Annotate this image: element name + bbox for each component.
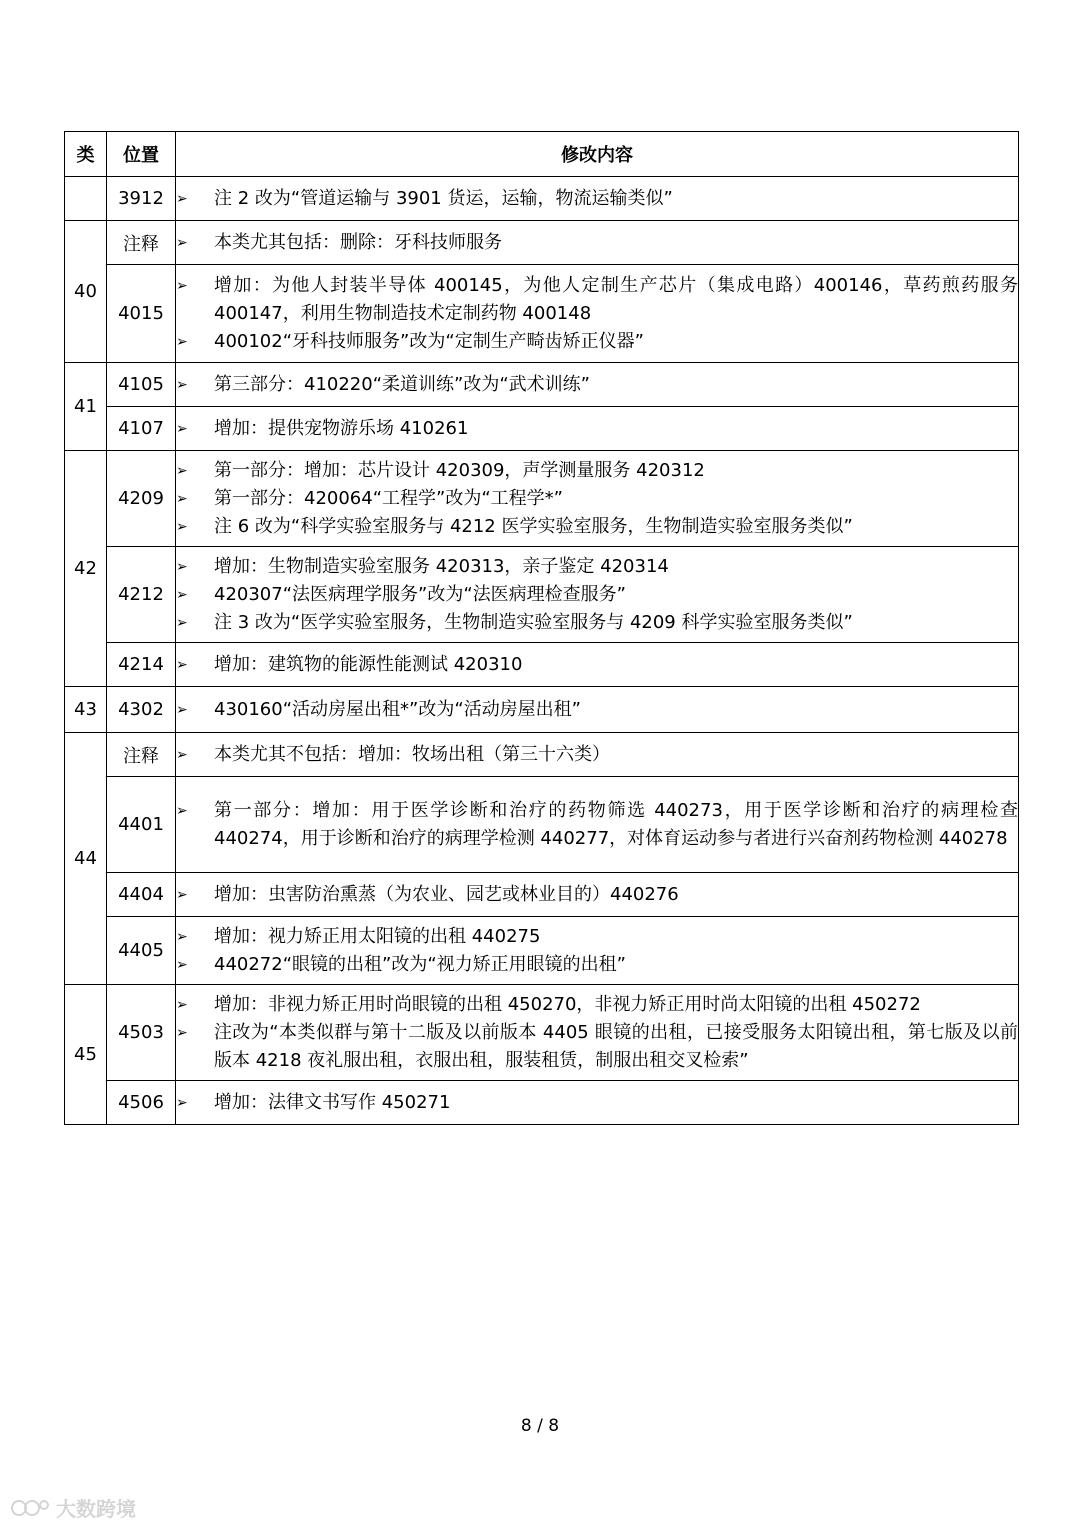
header-position: 位置 xyxy=(107,132,176,177)
position-cell: 4405 xyxy=(107,917,176,985)
content-cell xyxy=(176,917,1019,985)
table-row xyxy=(65,917,1019,985)
list-item xyxy=(176,581,1018,609)
bullet-arrow-icon: ➢ xyxy=(176,277,188,294)
position-cell: 4107 xyxy=(107,407,176,451)
item-text: 第一部分：420064“工程学”改为“工程学*” xyxy=(214,487,564,509)
bullet-arrow-icon: ➢ xyxy=(176,462,188,479)
list-item xyxy=(176,485,1018,513)
table-header-row xyxy=(65,132,1019,177)
content-cell xyxy=(176,1081,1019,1125)
list-item xyxy=(176,741,1018,769)
item-text: 增加：虫害防治熏蒸（为农业、园艺或林业目的）440276 xyxy=(214,883,679,905)
bullet-arrow-icon: ➢ xyxy=(176,1094,188,1111)
table-row xyxy=(65,221,1019,265)
table-row xyxy=(65,451,1019,547)
content-cell xyxy=(176,687,1019,733)
content-cell xyxy=(176,733,1019,777)
class-cell: 43 xyxy=(65,687,107,733)
class-cell: 41 xyxy=(65,363,107,451)
position-cell: 4506 xyxy=(107,1081,176,1125)
watermark xyxy=(10,1493,136,1522)
item-text: 注改为“本类似群与第十二版及以前版本 4405 眼镜的出租，已接受服务太阳镜出租，第七版及以前版本 4218 夜礼服出租，衣服出租，服装租赁，制服出租交叉检索” xyxy=(214,1021,1018,1071)
content-cell xyxy=(176,221,1019,265)
bullet-arrow-icon: ➢ xyxy=(176,802,188,819)
bullet-arrow-icon: ➢ xyxy=(176,333,188,350)
position-cell: 3912 xyxy=(107,177,176,221)
list-item xyxy=(176,328,1018,356)
class-cell xyxy=(65,177,107,221)
table-row xyxy=(65,687,1019,733)
content-cell xyxy=(176,265,1019,363)
list-item xyxy=(176,272,1018,328)
content-cell xyxy=(176,363,1019,407)
bullet-arrow-icon: ➢ xyxy=(176,586,188,603)
bullet-arrow-icon: ➢ xyxy=(176,376,188,393)
item-text: 增加：提供宠物游乐场 410261 xyxy=(214,417,469,439)
content-cell xyxy=(176,985,1019,1081)
item-text: 注 6 改为“科学实验室服务与 4212 医学实验室服务，生物制造实验室服务类似” xyxy=(214,515,853,537)
content-cell xyxy=(176,777,1019,873)
list-item xyxy=(176,951,1018,979)
class-cell: 42 xyxy=(65,451,107,687)
table-row xyxy=(65,177,1019,221)
item-text: 本类尤其包括：删除：牙科技师服务 xyxy=(214,231,502,253)
table-row xyxy=(65,873,1019,917)
revision-table xyxy=(64,131,1019,1125)
table-row xyxy=(65,777,1019,873)
list-item xyxy=(176,185,1018,213)
position-cell: 4212 xyxy=(107,547,176,643)
class-cell: 44 xyxy=(65,733,107,985)
bullet-arrow-icon: ➢ xyxy=(176,518,188,535)
item-text: 本类尤其不包括：增加：牧场出租（第三十六类） xyxy=(214,743,610,765)
bullet-arrow-icon: ➢ xyxy=(176,1024,188,1041)
position-cell: 4404 xyxy=(107,873,176,917)
list-item xyxy=(176,553,1018,581)
item-text: 第三部分：410220“柔道训练”改为“武术训练” xyxy=(214,373,591,395)
table-row xyxy=(65,643,1019,687)
list-item xyxy=(176,229,1018,257)
list-item xyxy=(176,881,1018,909)
content-cell xyxy=(176,407,1019,451)
item-text: 增加：生物制造实验室服务 420313，亲子鉴定 420314 xyxy=(214,555,669,577)
position-cell: 4401 xyxy=(107,777,176,873)
header-content: 修改内容 xyxy=(176,132,1019,177)
position-cell: 4105 xyxy=(107,363,176,407)
item-text: 注 3 改为“医学实验室服务，生物制造实验室服务与 4209 科学实验室服务类似” xyxy=(214,611,853,633)
item-text: 420307“法医病理学服务”改为“法医病理检查服务” xyxy=(214,583,627,605)
content-cell xyxy=(176,451,1019,547)
bullet-arrow-icon: ➢ xyxy=(176,490,188,507)
list-item xyxy=(176,513,1018,541)
list-item xyxy=(176,991,1018,1019)
item-text: 注 2 改为“管道运输与 3901 货运，运输，物流运输类似” xyxy=(214,187,673,209)
bullet-arrow-icon: ➢ xyxy=(176,558,188,575)
item-text: 400102“牙科技师服务”改为“定制生产畸齿矫正仪器” xyxy=(214,330,645,352)
table-row xyxy=(65,363,1019,407)
list-item xyxy=(176,1019,1018,1075)
list-item xyxy=(176,696,1018,724)
position-cell: 4214 xyxy=(107,643,176,687)
item-text: 第一部分：增加：用于医学诊断和治疗的药物筛选 440273，用于医学诊断和治疗的病理检查 440274，用于诊断和治疗的病理学检测 440277，对体育运动参与者进行兴奋剂药物检测 440278 xyxy=(214,799,1018,849)
position-cell: 注释 xyxy=(107,733,176,777)
content-cell xyxy=(176,643,1019,687)
class-cell: 45 xyxy=(65,985,107,1125)
position-cell: 4503 xyxy=(107,985,176,1081)
watermark-logo-icon xyxy=(10,1497,50,1519)
list-item xyxy=(176,651,1018,679)
bullet-arrow-icon: ➢ xyxy=(176,701,188,718)
bullet-arrow-icon: ➢ xyxy=(176,656,188,673)
bullet-arrow-icon: ➢ xyxy=(176,746,188,763)
table-row xyxy=(65,265,1019,363)
position-cell: 4302 xyxy=(107,687,176,733)
bullet-arrow-icon: ➢ xyxy=(176,928,188,945)
table-row xyxy=(65,407,1019,451)
item-text: 增加：建筑物的能源性能测试 420310 xyxy=(214,653,523,675)
bullet-arrow-icon: ➢ xyxy=(176,614,188,631)
position-cell: 注释 xyxy=(107,221,176,265)
item-text: 增加：法律文书写作 450271 xyxy=(214,1091,451,1113)
bullet-arrow-icon: ➢ xyxy=(176,190,188,207)
table-body xyxy=(65,177,1019,1125)
list-item xyxy=(176,1089,1018,1117)
bullet-arrow-icon: ➢ xyxy=(176,886,188,903)
class-cell: 40 xyxy=(65,221,107,363)
list-item xyxy=(176,415,1018,443)
item-text: 增加：非视力矫正用时尚眼镜的出租 450270，非视力矫正用时尚太阳镜的出租 450272 xyxy=(214,993,921,1015)
bullet-arrow-icon: ➢ xyxy=(176,234,188,251)
position-cell: 4015 xyxy=(107,265,176,363)
header-class: 类 xyxy=(65,132,107,177)
watermark-text: 大数跨境 xyxy=(56,1497,136,1521)
list-item xyxy=(176,457,1018,485)
list-item xyxy=(176,371,1018,399)
bullet-arrow-icon: ➢ xyxy=(176,996,188,1013)
bullet-arrow-icon: ➢ xyxy=(176,420,188,437)
content-cell xyxy=(176,873,1019,917)
list-item xyxy=(176,923,1018,951)
table-row xyxy=(65,547,1019,643)
item-text: 增加：视力矫正用太阳镜的出租 440275 xyxy=(214,925,541,947)
page-number: 8 / 8 xyxy=(520,1416,560,1436)
list-item xyxy=(176,609,1018,637)
item-text: 增加：为他人封装半导体 400145，为他人定制生产芯片（集成电路）400146，草药煎药服务 400147，利用生物制造技术定制药物 400148 xyxy=(214,274,1018,324)
position-cell: 4209 xyxy=(107,451,176,547)
table-row xyxy=(65,733,1019,777)
content-cell xyxy=(176,177,1019,221)
list-item xyxy=(176,797,1018,853)
table-row xyxy=(65,1081,1019,1125)
content-cell xyxy=(176,547,1019,643)
bullet-arrow-icon: ➢ xyxy=(176,956,188,973)
item-text: 430160“活动房屋出租*”改为“活动房屋出租” xyxy=(214,698,582,720)
item-text: 440272“眼镜的出租”改为“视力矫正用眼镜的出租” xyxy=(214,953,627,975)
table-row xyxy=(65,985,1019,1081)
item-text: 第一部分：增加：芯片设计 420309，声学测量服务 420312 xyxy=(214,459,705,481)
